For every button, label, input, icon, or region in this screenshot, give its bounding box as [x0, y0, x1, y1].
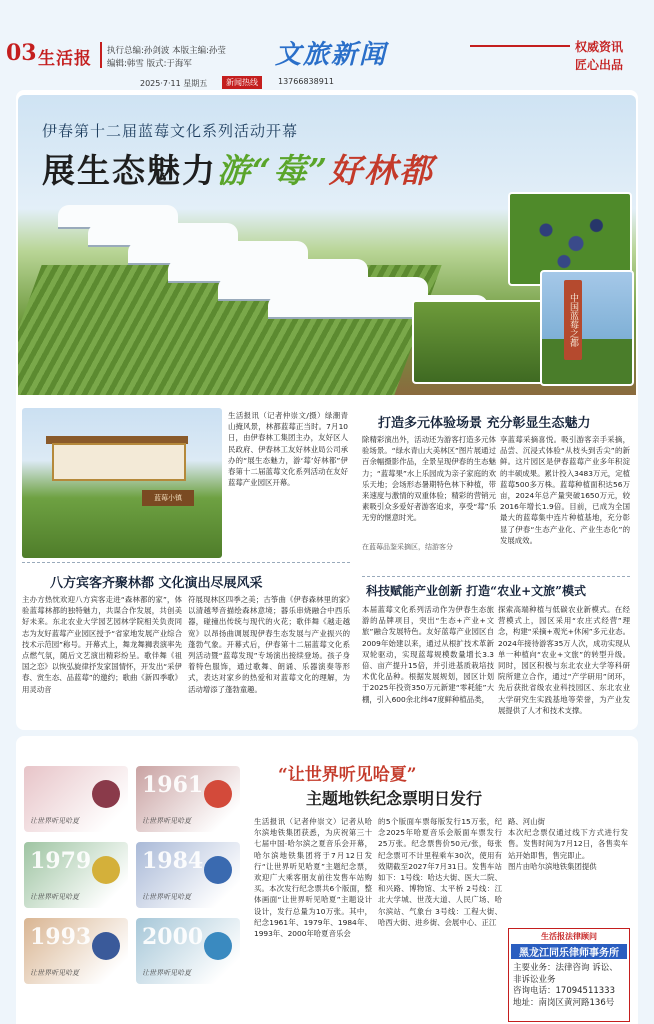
sign-photo [540, 270, 634, 386]
issue-date: 2025·7·11 星期五 [140, 79, 208, 88]
ad-line-2: 黑龙江同乐律师事务所 [511, 944, 627, 959]
editor-line-2: 编辑:韩雪 版式:于海军 [107, 59, 192, 69]
ticket-label: 让世界听见哈夏 [142, 893, 191, 901]
ticket-label: 让世界听见哈夏 [30, 817, 79, 825]
law-firm-ad [508, 928, 630, 1022]
picking-photo [412, 300, 546, 384]
ticket-emblem [92, 932, 120, 960]
section2-col2: 享蓝莓采摘喜悦。吸引游客亲手采摘，品尝、沉浸式体验“从枝头到舌尖”的新鲜。这片园区是伊春蓝莓产业多年积淀的丰硕成果。累计投入3483万元，定植蓝莓500多万株。蓝莓种植面积达56万亩，2024年总产量突破1650万元，较2016年增长1.9倍。目前，已成为全国最大的蓝莓集中连片种植基地，充分彰显了伊春“生态产业化、产业生态化”的发展成效。 [500, 435, 630, 545]
section3-heading: 科技赋能产业创新 打造“农业+文旅”模式 [366, 584, 587, 598]
ticket-image [136, 766, 240, 832]
pavilion [52, 443, 186, 481]
ad-line-4: 咨询电话：17094511333 [513, 986, 615, 996]
ad-line-5: 地址：南岗区黄河路136号 [513, 997, 615, 1008]
header-rule [470, 45, 570, 47]
bottom-col1: 生活报讯（记者仲崇文）记者从哈尔滨地铁集团获悉，为庆祝第三十七届中国·哈尔滨之夏音乐会开幕，哈尔滨地铁集团将于7月12日发行“让世界听见哈夏”主题纪念票，欢迎广大乘客朋友前往发售车站购买。本次发行纪念票共6个版面，整体画面“让世界听见哈夏”主题设计设计，发行总量为10万张。其中，纪念1961年、1979年、1984年、1993年、2000年哈夏音乐会 [254, 817, 372, 939]
ticket-label: 让世界听见哈夏 [142, 817, 191, 825]
ticket-year: 1993 [30, 924, 92, 950]
intro-paragraph: 生活报讯（记者仲崇文/摄）绿潮青山掩风景，林都蓝莓正当时。7月10日，由伊春林工集团主办，友好区人民政府、伊春林工友好林业局公司承办的“展生态魅力，游‘莓’好林都”伊春第十二届蓝莓文化系列活动在友好蓝莓产业园区开幕。 [228, 411, 348, 488]
ticket-emblem [204, 856, 232, 884]
ad-line-1: 生活报法律顾问 [541, 932, 597, 941]
title-part-2: 游“莓” [217, 151, 329, 190]
section3-col2: 探索高端种植与低碳农业新模式。在经营模式上，园区采用“农庄式经营”理念，构建“采摘+观光+休闲”多元业态。2024年接待游客35万人次，成功实现从单一种植向“农业+文旅”的转型升级。同时，园区积极与东北农业大学等科研院所建立合作，通过“产学研用”闭环，先后获批省级农业科技园区、东北农业大学研究生实践基地等荣誉，为产业发展提供了人才和技术支撑。 [498, 605, 630, 715]
ticket-image [24, 918, 128, 984]
section1-col1: 主办方热忱欢迎八方宾客走进“森林都的家”，体验蓝莓林都的独特魅力，共谋合作发展，共创美好未来。东北农业大学园艺园林学院相关负责同志为友好蓝莓产业园区授予“省家地发展产业综合技术示范园”称号。开幕式上，舞龙舞狮表演率先点燃气氛，随后文艺演出精彩纷呈。歌伴舞《祖国之恋》以恢弘旋律抒发家国情怀，开发出“采伊春、赏生态、品蓝莓”的邀约；歌曲《新四季歌》用灵动音 [22, 595, 182, 694]
section-title: 文旅新闻 [275, 40, 388, 70]
blueberry-capital-sign: 中国蓝莓之都 [564, 280, 582, 360]
photo-caption: 在蓝莓品鉴采摘区，结游客分 [362, 543, 453, 551]
section1-col2: 符展现林区四季之美；古筝曲《伊春森林里的家》以清越琴音描绘森林意境；器乐串烧融合中西乐器，碰撞出传统与现代的火花；歌伴舞《越走越宽》以昂扬曲调展现伊春生态发展与产业振兴的蓬勃气象。开幕式后，伊春第十二届蓝莓文化系列活动暨“蓝莓发现”专场演出接续登场。孩子身着特色服饰，通过歌舞、朗诵、乐器演奏等形式，表达对家乡的热爱和对蓝莓文化的理解，为活动增添了蓬勃童趣。 [188, 595, 350, 694]
venue-sign: 蓝莓小镇 [142, 490, 194, 506]
ticket-emblem [204, 780, 232, 808]
title-part-3: 好林都 [328, 151, 434, 190]
ticket-label: 让世界听见哈夏 [30, 969, 79, 977]
section2-col1: 除精彩演出外，活动还为游客打造多元体验场景。“绿水青山大美林区”图片展通过百余幅摄影作品，全景呈现伊春的生态魅力；“蓝莓果”水上乐园成为亲子家庭的欢乐天地；会场形态暑期特色林下种植，带来速度与激情的双重体验；精彩的营销元素吸引众多爱好者游客追求，享受“莓”乐无穷的惬意时光。 [362, 435, 496, 523]
hotline-number: 13766838911 [278, 77, 334, 86]
ticket-year: 1961 [142, 772, 204, 798]
ticket-image [24, 766, 128, 832]
ticket-emblem [204, 932, 232, 960]
ticket-image [24, 842, 128, 908]
divider [362, 576, 630, 577]
ticket-year: 2000 [142, 924, 204, 950]
venue-photo [22, 408, 222, 558]
ad-line-3: 主要业务：法律咨询 诉讼、非诉讼业务 [513, 963, 618, 985]
section3-col1: 本届蓝莓文化系列活动作为伊春生态旅游的品牌项目，突出“生态+产业+文旅”融合发展特色。友好蓝莓产业园区自2009年始建以来，通过从根扩技术革新双轮驱动，实现蓝莓规模数量增长3.3倍、亩产提升15倍，并引进基质栽培技术优化品种。根据发展规划，园区计划于2025年投资350万元新建“零耗能”大棚，引入600余北纬47度鲜种植品类， [362, 605, 494, 704]
title-part-1: 展生态魅力 [42, 151, 217, 190]
hotline-label: 新闻热线 [222, 76, 262, 89]
editor-line-1: 执行总编:孙剑波 本版主编:孙莹 [107, 46, 226, 56]
section2-heading: 打造多元体验场景 充分彰显生态魅力 [378, 416, 591, 431]
ticket-image [136, 918, 240, 984]
bottom-title-main: 主题地铁纪念票明日发行 [306, 789, 483, 808]
ticket-emblem [92, 780, 120, 808]
slogan-1: 权威资讯 [575, 40, 624, 54]
ticket-year: 1984 [142, 848, 204, 874]
bottom-title-quote: “让世界听见哈夏” [278, 765, 417, 785]
ticket-image [136, 842, 240, 908]
header-divider [100, 42, 102, 68]
divider [22, 562, 350, 563]
ticket-label: 让世界听见哈夏 [30, 893, 79, 901]
paper-logo: 生活报 [38, 49, 92, 69]
hero-title [42, 145, 434, 192]
hero-subtitle: 伊春第十二届蓝莓文化系列活动开幕 [42, 122, 299, 140]
slogan-2: 匠心出品 [575, 58, 624, 72]
ticket-emblem [92, 856, 120, 884]
ticket-label: 让世界听见哈夏 [142, 969, 191, 977]
bottom-col2: 的5个版面车票每版发行15万张，纪念2025年哈夏音乐会版面车票发行25万张。纪念票售价50元/张，每张纪念票可不计里程乘车30次，使用有效期截至2027年7月31日。发售车站如下：1号线：哈达大街、医大二院、和兴路、博物馆、太平桥 2号线：江北大学城、世茂大道、人民广场、哈尔滨站、气象台 3号线：工程大街、哈西大街、进乡街、会展中心、正江 [378, 817, 502, 927]
ticket-year: 1979 [30, 848, 92, 874]
ad-details [509, 961, 629, 1011]
page-number: 03 [6, 40, 37, 66]
bottom-col3: 路、河山街 本次纪念票仅通过线下方式进行发售。发售时间为7月12日，各售卖车站开始即售，售完即止。 图片由哈尔滨地铁集团提供 [508, 817, 628, 871]
section1-heading: 八方宾客齐聚林都 文化演出尽展风采 [50, 576, 263, 591]
